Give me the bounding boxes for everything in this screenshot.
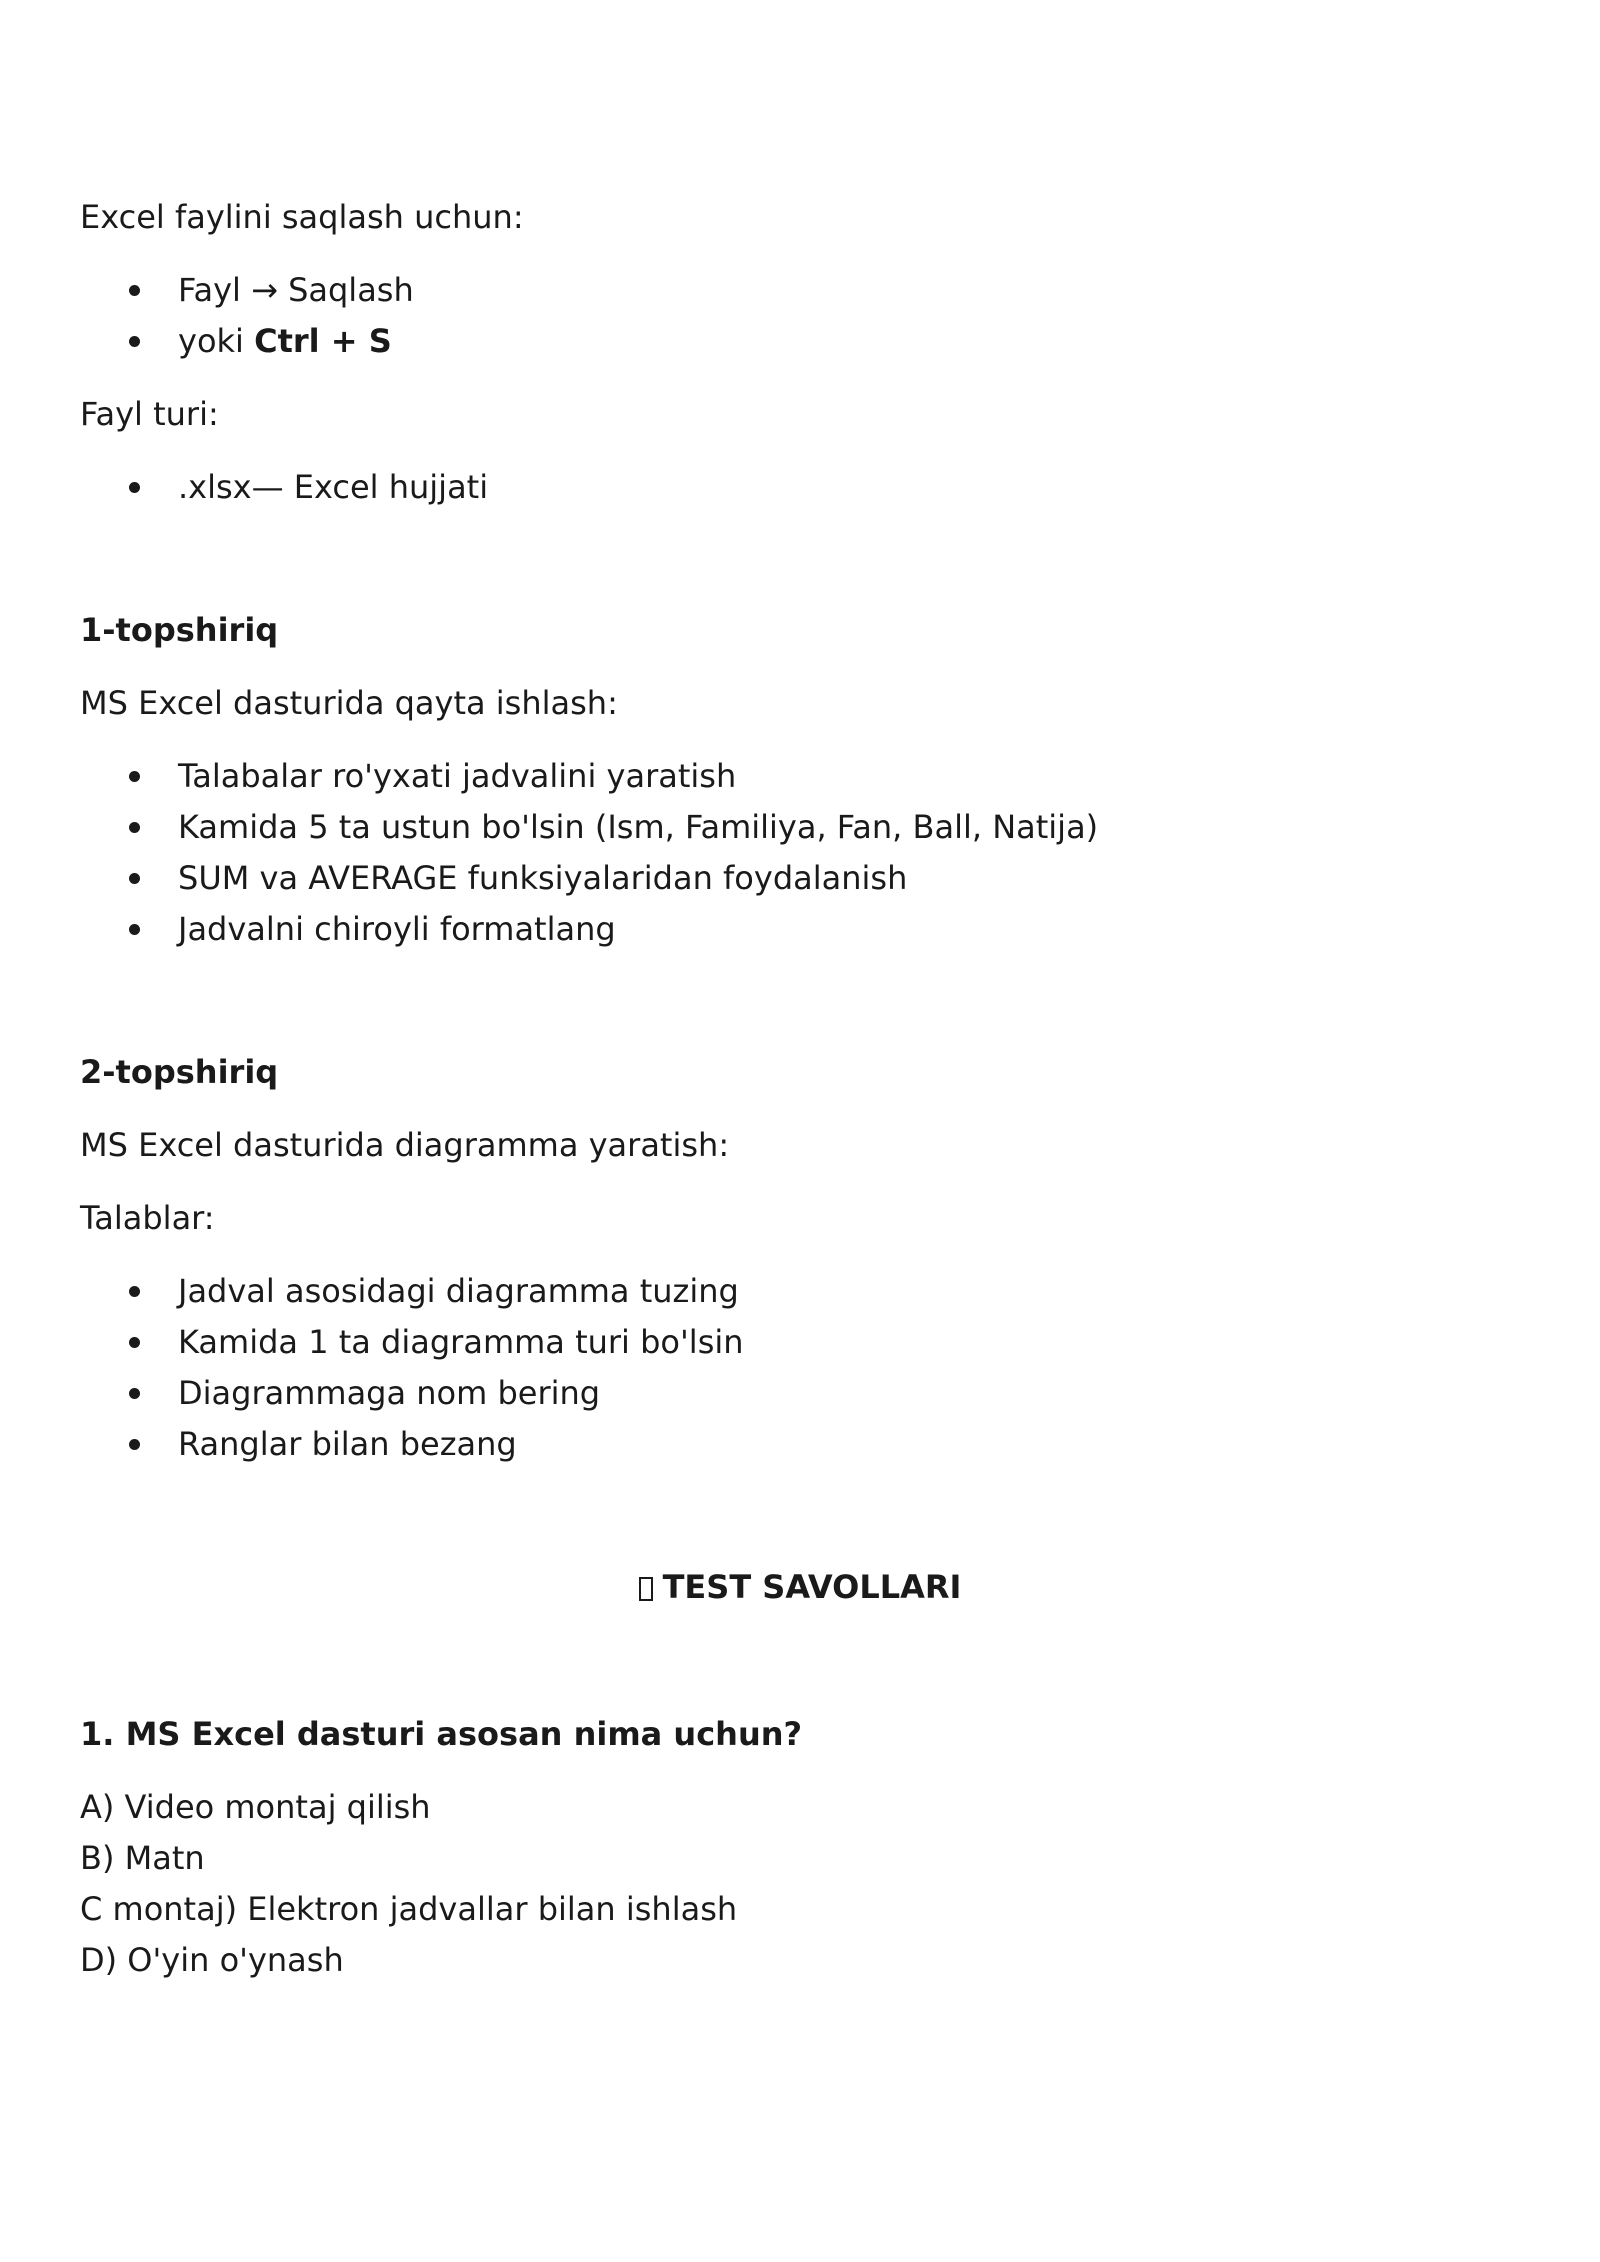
step-prefix: yoki <box>178 322 255 360</box>
list-item: Talabalar ro'yxati jadvalini yaratish <box>80 751 1520 802</box>
answer-option: C montaj) Elektron jadvallar bilan ishlash <box>80 1890 738 1928</box>
test-heading <box>80 1562 1520 1613</box>
task2-requirements-label: Talablar: <box>80 1199 215 1237</box>
file-types-list <box>80 462 1520 513</box>
answer-option: D) O'yin o'ynash <box>80 1941 344 1979</box>
task1-list <box>80 751 1520 955</box>
task1-intro: MS Excel dasturida qayta ishlash: <box>80 684 618 722</box>
list-item: .xlsx— Excel hujjati <box>80 462 1520 513</box>
task2-list <box>80 1266 1520 1470</box>
list-item: SUM va AVERAGE funksiyalaridan foydalanish <box>80 853 1520 904</box>
list-item: Jadvalni chiroyli formatlang <box>80 904 1520 955</box>
question-1: 1. MS Excel dasturi asosan nima uchun? <box>80 1715 803 1753</box>
list-item: Diagrammaga nom bering <box>80 1368 1520 1419</box>
missing-glyph-icon <box>639 1577 653 1601</box>
answer-option: B) Matn <box>80 1839 205 1877</box>
list-item: Kamida 5 ta ustun bo'lsin (Ism, Familiya, Fan, Ball, Natija) <box>80 802 1520 853</box>
file-type-label: Fayl turi: <box>80 395 219 433</box>
task1-title: 1-topshiriq <box>80 611 279 649</box>
task2-title: 2-topshiriq <box>80 1053 279 1091</box>
list-item: Fayl → Saqlash <box>80 265 1520 316</box>
list-item: Kamida 1 ta diagramma turi bo'lsin <box>80 1317 1520 1368</box>
save-steps-list <box>80 265 1520 367</box>
document-page <box>80 192 1520 1986</box>
list-item: Ranglar bilan bezang <box>80 1419 1520 1470</box>
test-title: TEST SAVOLLARI <box>662 1568 962 1606</box>
list-item: Jadval asosidagi diagramma tuzing <box>80 1266 1520 1317</box>
question-1-answers <box>80 1782 1520 1986</box>
save-intro: Excel faylini saqlash uchun: <box>80 198 524 236</box>
task2-intro: MS Excel dasturida diagramma yaratish: <box>80 1126 730 1164</box>
list-item <box>80 316 1520 367</box>
answer-option: A) Video montaj qilish <box>80 1788 431 1826</box>
shortcut-keys: Ctrl + S <box>254 322 392 360</box>
